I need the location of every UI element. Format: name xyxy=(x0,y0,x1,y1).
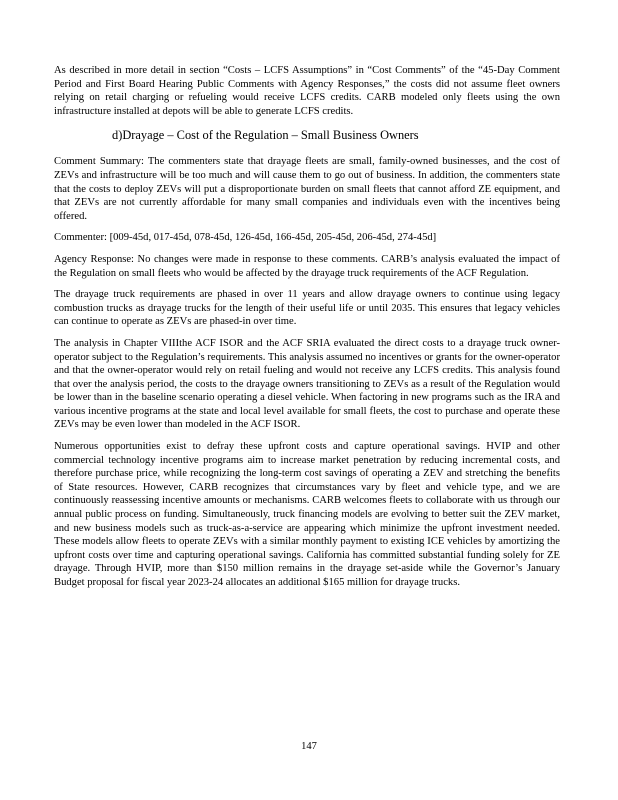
phase-in-paragraph: The drayage truck requirements are phased in over 11 years and allow drayage owners to continue using legacy combustion trucks as drayage trucks for the length of their useful life or until 2035. This ensures that legacy vehicles can continue to operate as ZEVs are phased-in over time. xyxy=(54,289,560,328)
page-number: 147 xyxy=(301,741,317,752)
section-heading: d)Drayage – Cost of the Regulation – Small Business Owners xyxy=(112,128,419,143)
comment-summary-paragraph: Comment Summary: The commenters state that drayage fleets are small, family-owned businesses, and the cost of ZEVs and infrastructure will be too much and will cause them to go out of business. In addition, the commenters state that the costs to deploy ZEVs will put a disproportionate burden on small fleets that cannot afford ZE equipment, and that ZEVs are not currently affordable for many small companies and individuals even with the incentives being offered. xyxy=(54,156,560,222)
commenter-list: Commenter: [009-45d, 017-45d, 078-45d, 126-45d, 166-45d, 205-45d, 206-45d, 274-45d] xyxy=(54,232,437,244)
analysis-paragraph: The analysis in Chapter VIIIthe ACF ISOR and the ACF SRIA evaluated the direct costs to a drayage truck owner-operator subject to the Regulation’s requirements. This analysis assumed no incentives or grants for the owner-operator and that the owner-operator would rely on retail fueling and would not receive any LCFS credits. This analysis found that over the analysis period, the costs to the drayage owners transitioning to ZEVs as a result of the Regulation would be lower than in the baseline scenario operating a diesel vehicle. When factoring in new programs such as the IRA and various incentive programs at the state and local level available for small fleets, the cost to purchase and operate these ZEVs may be even lower than modeled in the ACF ISOR. xyxy=(54,337,560,431)
agency-response-paragraph: Agency Response: No changes were made in response to these comments. CARB’s analysis evaluated the impact of the Regulation on small fleets who would be affected by the drayage truck requirements of the ACF Regulation. xyxy=(54,253,560,279)
opportunities-paragraph: Numerous opportunities exist to defray these upfront costs and capture operational savings. HVIP and other commercial technology incentive programs aim to increase market penetration by reducing incremental costs, and therefore purchase price, while recognizing the long-term cost savings of operating a ZEV and stretching the benefits of State resources. However, CARB recognizes that circumstances vary by fleet and vehicle type, and we are continuously reassessing incentive amounts or mechanisms. CARB welcomes fleets to collaborate with us through our annual public process on funding. Simultaneously, truck financing models are evolving to better suit the ZEV market, and new business models such as truck-as-a-service are appearing which minimize the upfront investment needed. These models allow fleets to operate ZEVs with a similar monthly payment to existing ICE vehicles by amortizing the upfront costs over time and capturing operational savings. California has committed substantial funding solely for ZE drayage. Through HVIP, more than $150 million remains in the drayage set-aside while the Governor’s January Budget proposal for fiscal year 2023-24 allocates an additional $165 million for drayage trucks. xyxy=(54,441,560,588)
intro-paragraph: As described in more detail in section “Costs – LCFS Assumptions” in “Cost Comments” of the “45-Day Comment Period and First Board Hearing Public Comments with Agency Responses,” the costs did not assume fleet owners relying on retail charging or refueling would receive LCFS credits. CARB modeled only fleets using the own infrastructure installed at depots will be able to generate LCFS credits. xyxy=(54,65,560,117)
page-body xyxy=(54,64,560,598)
